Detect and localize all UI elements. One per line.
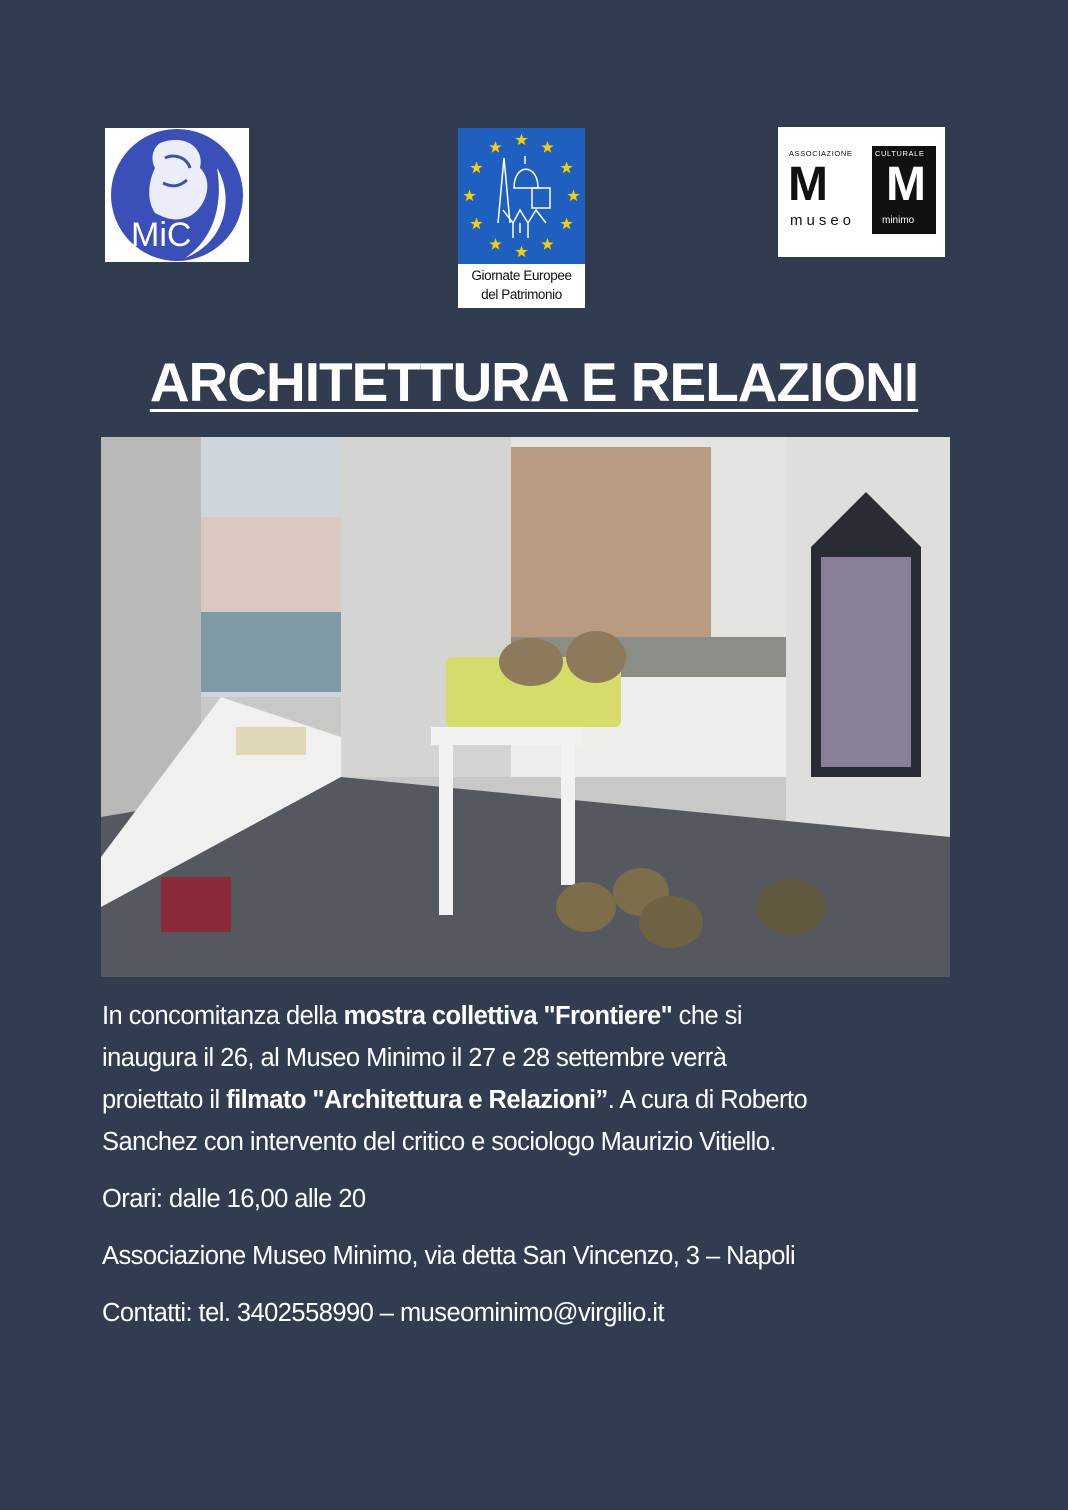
star-icon: [489, 141, 501, 153]
star-icon: [489, 238, 501, 250]
star-icon: [463, 190, 475, 202]
star-icon: [470, 218, 482, 230]
page-title: [0, 350, 1068, 414]
eu-stars-icon: [458, 128, 585, 264]
mm-assoc: ASSOCIAZIONE: [789, 149, 853, 158]
description-paragraph: [102, 995, 807, 1163]
desc-text: che si: [672, 1002, 742, 1030]
contacts-label: Contatti: tel.: [102, 1299, 237, 1327]
egp-line1: Giornate Europee: [471, 268, 572, 283]
contacts: [102, 1292, 664, 1334]
egp-line2: del Patrimonio: [481, 287, 562, 302]
mm-museo: museo: [790, 212, 856, 229]
museo-minimo-logo: [778, 127, 945, 257]
desc-text: proiettato il: [102, 1086, 227, 1114]
star-icon: [470, 162, 482, 174]
star-icon: [541, 238, 553, 250]
desc-text: Sanchez con intervento del critico e sociologo Maurizio Vitiello.: [102, 1128, 776, 1156]
mic-logo-text: MiC: [131, 216, 192, 254]
separator: –: [373, 1299, 400, 1327]
email-address: museominimo@virgilio.it: [399, 1299, 664, 1327]
address: Associazione Museo Minimo, via detta San Vincenzo, 3 – Napoli: [102, 1242, 796, 1270]
phone-number: 3402558990: [236, 1299, 374, 1327]
desc-text: In concomitanza della: [102, 1002, 344, 1030]
exhibition-name: mostra collettiva "Frontiere": [343, 1002, 673, 1030]
hours: Orari: dalle 16,00 alle 20: [102, 1185, 366, 1213]
mm-m1: M: [788, 158, 828, 211]
star-icon: [560, 162, 572, 174]
star-icon: [567, 190, 579, 202]
star-icon: [560, 218, 572, 230]
star-icon: [541, 141, 553, 153]
film-name: filmato "Architettura e Relazioni”: [226, 1086, 608, 1114]
mm-minimo: minimo: [882, 215, 915, 226]
artwork-photo: [101, 437, 950, 977]
desc-text: inaugura il 26, al Museo Minimo il 27 e 28 settembre verrà: [102, 1044, 727, 1072]
giornate-europee-logo: [458, 128, 585, 308]
mm-cult: CULTURALE: [875, 149, 925, 158]
title-text: ARCHITETTURA E RELAZIONI: [149, 351, 919, 413]
star-icon: [515, 246, 527, 258]
mic-logo: [105, 128, 249, 262]
mm-m2: M: [886, 158, 926, 211]
star-icon: [515, 134, 527, 146]
desc-text: . A cura di Roberto: [607, 1086, 808, 1114]
